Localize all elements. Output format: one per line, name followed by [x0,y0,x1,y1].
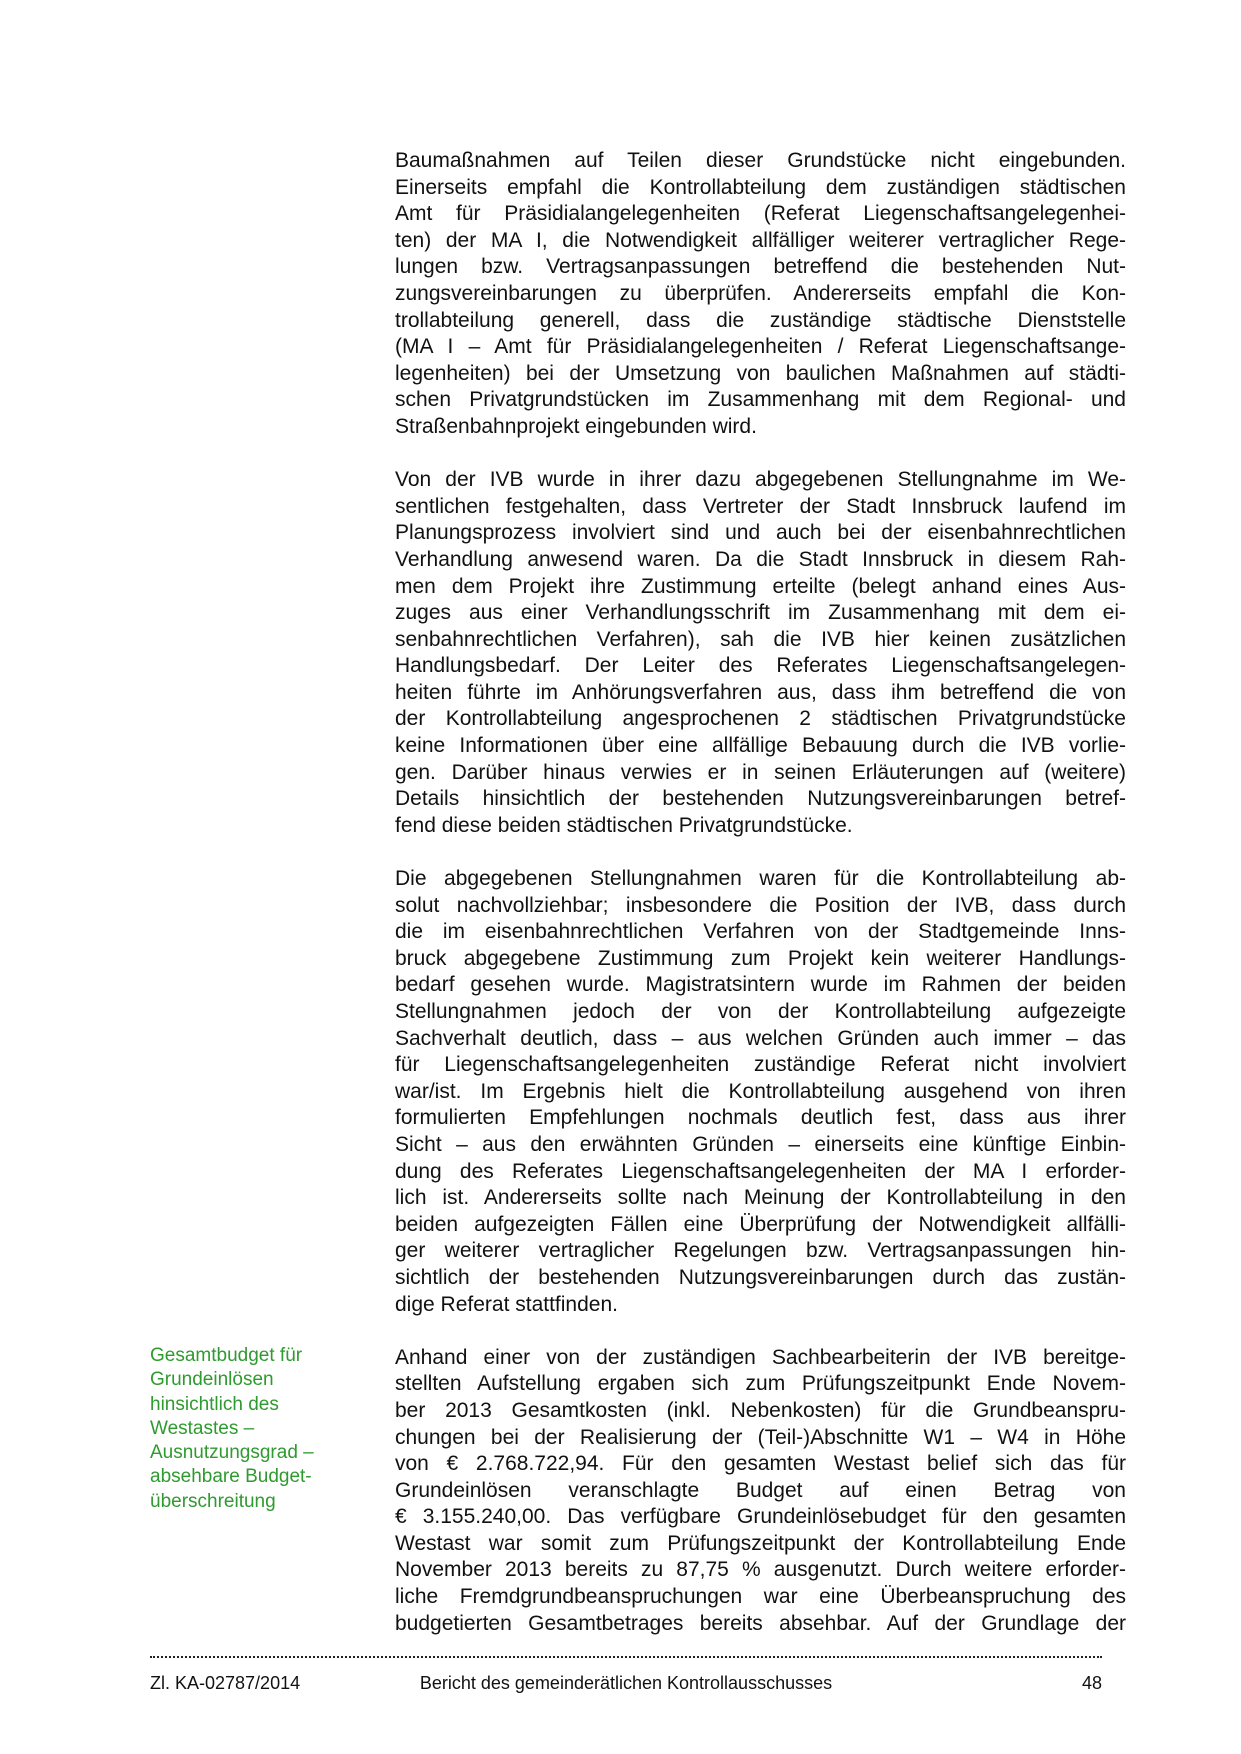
text-line [395,201,1126,228]
text-line-content: lich ist. Andererseits sollte nach Meinung der Kontrollabteilung in den [395,1186,1126,1210]
text-line [395,414,1126,441]
paragraph [395,467,1126,839]
text-line [395,1132,1126,1159]
text-line-content: € 3.155.240,00. Das verfügbare Grundeinlösebudget für den gesamten [395,1505,1126,1529]
text-line-content: Straßenbahnprojekt eingebunden wird. [395,414,757,438]
footer-reference: Zl. KA-02787/2014 [150,1673,301,1693]
text-line [395,1345,1126,1372]
text-line [395,919,1126,946]
text-line-content: sichtlich der bestehenden Nutzungsvereinbarungen durch das zustän- [395,1265,1126,1289]
text-line [395,574,1126,601]
text-line [395,1238,1126,1265]
text-line [395,1557,1126,1584]
text-line-content: Amt für Präsidialangelegenheiten (Referat Liegenschaftsangelegenhei- [395,202,1126,226]
text-line [395,1026,1126,1053]
text-line [395,1451,1126,1478]
text-line [395,467,1126,494]
text-line-content: fend diese beiden städtischen Privatgrundstücke. [395,813,853,837]
text-line-content: der Kontrollabteilung angesprochenen 2 städtischen Privatgrundstücke [395,707,1126,731]
text-line [395,1079,1126,1106]
text-line [395,893,1126,920]
text-line-content: Einerseits empfahl die Kontrollabteilung dem zuständigen städtischen [395,175,1126,199]
text-line-content: Anhand einer von der zuständigen Sachbearbeiterin der IVB bereitge- [395,1345,1126,1369]
text-line-content: Sachverhalt deutlich, dass – aus welchen Gründen auch immer – das [395,1026,1126,1050]
text-line-content: Westast war somit zum Prüfungszeitpunkt der Kontrollabteilung Ende [395,1531,1126,1555]
text-line-content: trollabteilung generell, dass die zuständige städtische Dienststelle [395,308,1126,332]
text-line-content: men dem Projekt ihre Zustimmung erteilte (belegt anhand eines Aus- [395,574,1126,598]
paragraph [395,866,1126,1318]
text-line-content: formulierten Empfehlungen nochmals deutlich fest, dass aus ihrer [395,1106,1126,1130]
text-line-content: legenheiten) bei der Umsetzung von baulichen Maßnahmen auf städti- [395,361,1126,385]
margin-note [150,1344,350,1514]
text-line [395,148,1126,175]
margin-note-line: Ausnutzungsgrad – [150,1442,314,1463]
margin-note-line: hinsichtlich des [150,1393,279,1415]
text-line-content: lungen bzw. Vertragsanpassungen betreffend die bestehenden Nut- [395,255,1126,279]
text-line-content: Grundeinlösen veranschlagte Budget auf einen Betrag von [395,1478,1126,1502]
text-line [395,1292,1126,1319]
text-line [395,1504,1126,1531]
text-line [395,680,1126,707]
text-line [395,1212,1126,1239]
margin-note-line: Gesamtbudget für [150,1345,303,1366]
text-line [395,733,1126,760]
text-line-content: für Liegenschaftsangelegenheiten zuständige Referat nicht involviert [395,1053,1126,1077]
text-line-content: budgetierten Gesamtbetrages bereits absehbar. Auf der Grundlage der [395,1611,1126,1635]
text-line [395,1265,1126,1292]
text-line [395,972,1126,999]
text-line-content: dung des Referates Liegenschaftsangelegenheiten der MA I erforder- [395,1159,1126,1183]
paragraph [395,148,1126,441]
paragraph [395,1345,1126,1638]
text-line-content: ten) der MA I, die Notwendigkeit allfälliger weiterer vertraglicher Rege- [395,228,1126,252]
text-line [395,1584,1126,1611]
text-line-content: solut nachvollziehbar; insbesondere die Position der IVB, dass durch [395,893,1126,917]
text-line [395,1371,1126,1398]
text-line [395,254,1126,281]
text-line-content: (MA I – Amt für Präsidialangelegenheiten / Referat Liegenschaftsange- [395,335,1126,359]
text-line-content: Stellungnahmen jedoch der von der Kontrollabteilung aufgezeigte [395,1000,1126,1023]
text-line-content: Handlungsbedarf. Der Leiter des Referates Liegenschaftsangelegen- [395,654,1126,678]
text-line [395,1398,1126,1425]
text-line-content: bedarf gesehen wurde. Magistratsintern wurde im Rahmen der beiden [395,973,1126,997]
text-line [395,520,1126,547]
text-line-content: die im eisenbahnrechtlichen Verfahren von der Stadtgemeinde Inns- [395,920,1126,944]
text-line-content: von € 2.768.722,94. Für den gesamten Westast belief sich das für [395,1452,1126,1476]
text-line-content: war/ist. Im Ergebnis hielt die Kontrollabteilung ausgehend von ihren [395,1079,1126,1103]
text-line-content: Planungsprozess involviert sind und auch bei der eisenbahnrechtlichen [395,521,1126,545]
text-line [395,228,1126,255]
text-line [395,1105,1126,1132]
text-line-content: sentlichen festgehalten, dass Vertreter der Stadt Innsbruck laufend im [395,494,1126,518]
text-line-content: zungsvereinbarungen zu überprüfen. Andererseits empfahl die Kon- [395,281,1126,305]
text-line-content: keine Informationen über eine allfällige Bebauung durch die IVB vorlie- [395,734,1126,758]
text-line [395,1052,1126,1079]
text-line [395,600,1126,627]
text-line [395,281,1126,308]
text-line-content: Von der IVB wurde in ihrer dazu abgegebenen Stellungnahme im We- [395,468,1126,492]
text-line-content: chungen bei der Realisierung der (Teil-)Abschnitte W1 – W4 in Höhe [395,1425,1126,1449]
text-line-content: senbahnrechtlichen Verfahren), sah die IVB hier keinen zusätzlichen [395,627,1126,651]
text-line-content: Sicht – aus den erwähnten Gründen – einerseits eine künftige Einbin- [395,1132,1126,1156]
text-line [395,308,1126,335]
text-line [395,494,1126,521]
text-line-content: bruck abgegebene Zustimmung zum Projekt kein weiterer Handlungs- [395,946,1126,970]
text-line-content: schen Privatgrundstücken im Zusammenhang mit dem Regional- und [395,388,1126,412]
page-number: 48 [1081,1673,1102,1693]
text-line [395,706,1126,733]
text-line [395,1611,1126,1638]
text-line-content: gen. Darüber hinaus verwies er in seinen Erläuterungen auf (weitere) [395,760,1126,784]
text-line [395,866,1126,893]
text-line [395,786,1126,813]
footer-divider [150,1652,1102,1658]
page-footer [150,1672,1102,1694]
body-text [395,148,1126,1664]
text-line-content: zuges aus einer Verhandlungsschrift im Zusammenhang mit dem ei- [395,601,1126,625]
text-line-content: November 2013 bereits zu 87,75 % ausgenutzt. Durch weitere erforder- [395,1558,1126,1582]
text-line-content: ber 2013 Gesamtkosten (inkl. Nebenkosten) für die Grundbeanspru- [395,1398,1126,1422]
text-line-content: dige Referat stattfinden. [395,1292,618,1316]
margin-note-line: Grundeinlösen [150,1369,274,1391]
footer-title: Bericht des gemeinderätlichen Kontrollausschusses [419,1673,833,1693]
text-line-content: ger weiterer vertraglicher Regelungen bzw. Vertragsanpassungen hin- [395,1239,1126,1263]
text-line-content: liche Fremdgrundbeanspruchungen war eine Überbeanspruchung des [395,1585,1126,1609]
text-line [395,387,1126,414]
text-line [395,760,1126,787]
text-line-content: Baumaßnahmen auf Teilen dieser Grundstücke nicht eingebunden. [395,149,1126,172]
text-line [395,1185,1126,1212]
text-line-content: beiden aufgezeigten Fällen eine Überprüfung der Notwendigkeit allfälli- [395,1212,1126,1236]
text-line [395,1478,1126,1505]
text-line [395,1425,1126,1452]
text-line-content: Details hinsichtlich der bestehenden Nutzungsvereinbarungen betref- [395,787,1126,811]
text-line-content: Die abgegebenen Stellungnahmen waren für die Kontrollabteilung ab- [395,867,1126,891]
text-line [395,999,1126,1026]
text-line [395,1531,1126,1558]
text-line-content: heiten führte im Anhörungsverfahren aus, dass ihm betreffend die von [395,680,1126,704]
text-line [395,813,1126,840]
text-line [395,946,1126,973]
text-line [395,653,1126,680]
text-line [395,627,1126,654]
text-line-content: Verhandlung anwesend waren. Da die Stadt Innsbruck in diesem Rah- [395,547,1126,571]
text-line [395,361,1126,388]
margin-note-line: Westastes – [150,1417,255,1439]
text-line [395,334,1126,361]
margin-note-line: überschreitung [150,1490,276,1512]
text-line [395,175,1126,202]
margin-note-line: absehbare Budget- [150,1466,312,1488]
text-line [395,547,1126,574]
text-line [395,1159,1126,1186]
text-line-content: stellten Aufstellung ergaben sich zum Prüfungszeitpunkt Ende Novem- [395,1372,1126,1396]
